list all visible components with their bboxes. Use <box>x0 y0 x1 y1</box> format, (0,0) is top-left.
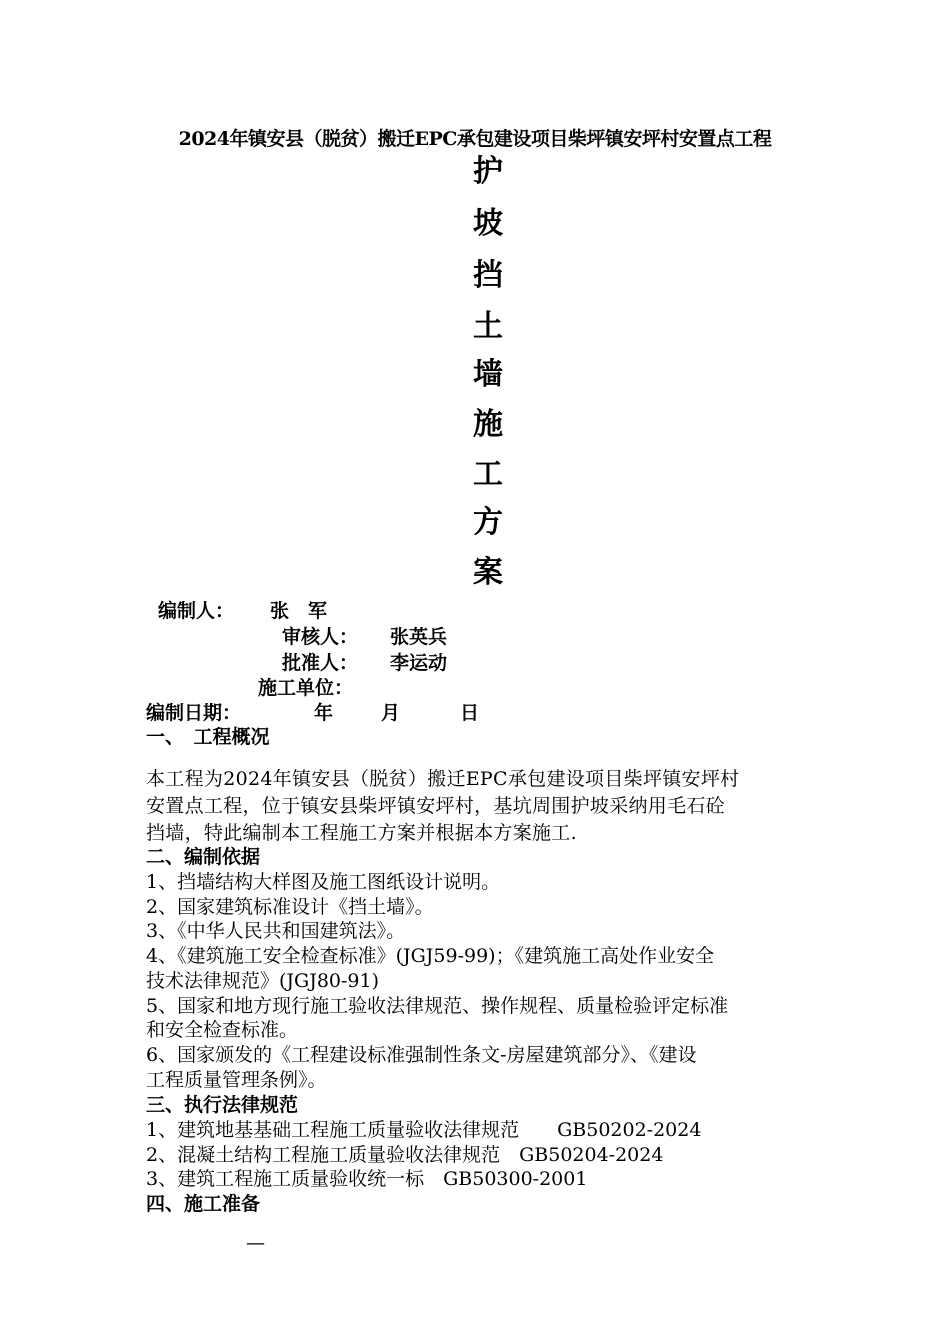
reviewer-name: 张英兵 <box>390 626 448 648</box>
compiler-label: 编制人： <box>158 600 235 622</box>
title-char: 施 <box>473 407 503 442</box>
title-char: 挡 <box>473 258 503 293</box>
overview-line: 挡墙，特此编制本工程施工方案并根据本方案施工. <box>146 822 577 844</box>
section-heading-overview: 一、 工程概况 <box>146 726 270 748</box>
basis-line: 和安全检查标准。 <box>146 1019 299 1041</box>
title-char: 案 <box>473 555 503 590</box>
section-heading-preparation: 四、施工准备 <box>146 1193 261 1215</box>
basis-line: 技术法律规范》(JGJ80-91) <box>146 970 380 992</box>
compiler-name: 张 军 <box>270 600 328 622</box>
basis-line: 6、国家颁发的《工程建设标准强制性条文-房屋建筑部分》、《建设 <box>146 1044 697 1066</box>
reviewer-label: 审核人： <box>282 626 359 648</box>
title-char: 墙 <box>473 357 503 392</box>
section-heading-basis: 二、编制依据 <box>146 846 261 868</box>
basis-line: 2、国家建筑标准设计《挡土墙》。 <box>146 896 434 918</box>
date-label: 编制日期： <box>146 702 242 724</box>
basis-line: 1、挡墙结构大样图及施工图纸设计说明。 <box>146 871 501 893</box>
basis-line: 4、《建筑施工安全检查标准》(JGJ59-99)；《建筑施工高处作业安全 <box>146 945 715 967</box>
standard-line: 2、混凝土结构工程施工质量验收法律规范 GB50204-2024 <box>146 1144 664 1166</box>
title-char: 方 <box>473 505 503 540</box>
section-heading-standards: 三、执行法律规范 <box>146 1094 299 1116</box>
date-month: 月 <box>381 702 401 724</box>
date-day: 日 <box>460 702 480 724</box>
title-char: 护 <box>473 154 503 189</box>
standard-line: 1、建筑地基基础工程施工质量验收法律规范 GB50202-2024 <box>146 1119 702 1141</box>
page-footer-mark: — <box>246 1232 265 1254</box>
basis-line: 3、《中华人民共和国建筑法》。 <box>146 920 406 942</box>
standard-line: 3、建筑工程施工质量验收统一标 GB50300-2001 <box>146 1168 588 1190</box>
basis-line: 5、国家和地方现行施工验收法律规范、操作规程、质量检验评定标准 <box>146 995 729 1017</box>
project-title: 2024年镇安县（脱贫）搬迁EPC承包建设项目柴坪镇安坪村安置点工程 <box>178 128 772 150</box>
unit-label: 施工单位： <box>258 677 354 699</box>
title-char: 坡 <box>473 206 503 241</box>
approver-label: 批准人： <box>282 652 359 674</box>
basis-line: 工程质量管理条例》。 <box>146 1069 327 1091</box>
overview-line: 本工程为2024年镇安县（脱贫）搬迁EPC承包建设项目柴坪镇安坪村 <box>146 768 740 790</box>
date-year: 年 <box>314 702 334 724</box>
title-char: 工 <box>473 457 503 492</box>
title-char: 土 <box>473 309 503 344</box>
approver-name: 李运动 <box>390 652 448 674</box>
overview-line: 安置点工程，位于镇安县柴坪镇安坪村，基坑周围护坡采纳用毛石砼 <box>146 795 726 817</box>
